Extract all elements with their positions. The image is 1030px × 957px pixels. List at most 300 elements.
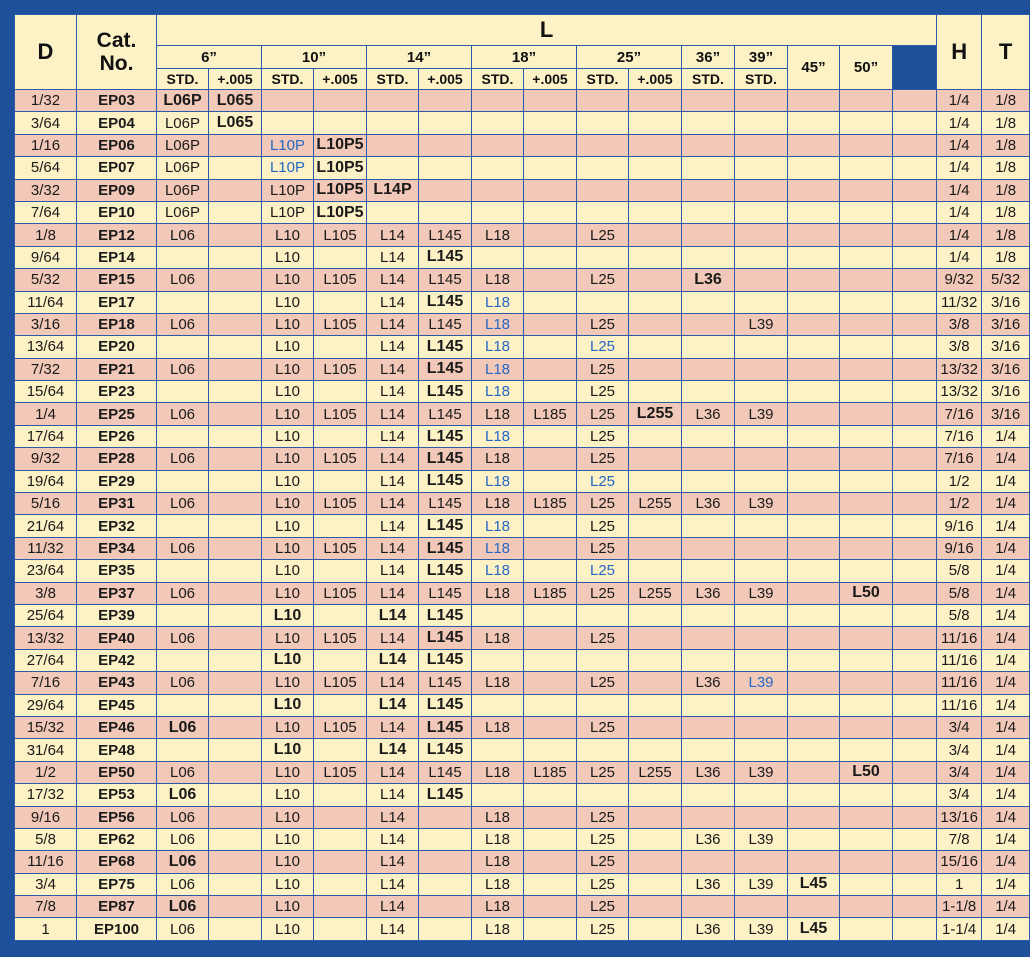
cell-part-number [893, 112, 937, 134]
cell-part-number: L145 [419, 403, 472, 425]
cell-part-number: L14 [367, 448, 419, 470]
cell-part-number: L10 [262, 515, 314, 537]
header-d: D [15, 15, 77, 90]
cell-part-number: L10P5 [314, 134, 367, 156]
cell-part-number [682, 694, 735, 716]
cell-part-number [629, 313, 682, 335]
cell-part-number [629, 425, 682, 447]
cell-part-number [209, 224, 262, 246]
cell-part-number: L14 [367, 649, 419, 671]
table-row [15, 425, 1030, 447]
cell-part-number: L14P [367, 179, 419, 201]
cell-part-number: L18 [472, 918, 524, 940]
cell-part-number: L06P [157, 201, 209, 223]
cell-cat-no: EP26 [77, 425, 157, 447]
length-10: 10” [262, 46, 367, 69]
cell-t: 1/4 [982, 627, 1030, 649]
cell-d: 7/64 [15, 201, 77, 223]
cell-part-number [209, 739, 262, 761]
cell-part-number [209, 269, 262, 291]
cell-part-number [314, 649, 367, 671]
cell-part-number: L10 [262, 425, 314, 447]
table-row [15, 246, 1030, 268]
cell-part-number: L18 [472, 851, 524, 873]
cell-part-number: L25 [577, 582, 629, 604]
cell-part-number [735, 90, 788, 112]
cell-t: 1/4 [982, 918, 1030, 940]
cell-h: 1/4 [937, 90, 982, 112]
cell-part-number [788, 358, 840, 380]
cell-part-number [629, 806, 682, 828]
cell-part-number [209, 604, 262, 626]
cell-part-number: L25 [577, 336, 629, 358]
cell-part-number [157, 246, 209, 268]
cell-d: 13/32 [15, 627, 77, 649]
cell-part-number: L25 [577, 470, 629, 492]
cell-h: 11/16 [937, 649, 982, 671]
cell-part-number: L10P5 [314, 157, 367, 179]
cell-cat-no: EP32 [77, 515, 157, 537]
cell-part-number [840, 537, 893, 559]
cell-part-number [735, 627, 788, 649]
cell-part-number: L18 [472, 716, 524, 738]
cell-part-number: L25 [577, 493, 629, 515]
cell-part-number: L14 [367, 739, 419, 761]
cell-part-number [788, 694, 840, 716]
cell-cat-no: EP45 [77, 694, 157, 716]
cell-part-number [367, 112, 419, 134]
cell-part-number [577, 246, 629, 268]
cell-part-number [840, 246, 893, 268]
cell-part-number: L18 [472, 269, 524, 291]
cell-part-number: L18 [472, 627, 524, 649]
table-row [15, 112, 1030, 134]
cell-h: 1/2 [937, 493, 982, 515]
cell-d: 21/64 [15, 515, 77, 537]
cell-part-number [524, 851, 577, 873]
cell-t: 1/8 [982, 179, 1030, 201]
cell-part-number [840, 873, 893, 895]
cell-part-number: L105 [314, 358, 367, 380]
cell-part-number [840, 828, 893, 850]
cell-part-number: L10 [262, 560, 314, 582]
cell-part-number [682, 90, 735, 112]
cell-t: 1/8 [982, 134, 1030, 156]
cell-t: 1/4 [982, 604, 1030, 626]
cell-h: 7/16 [937, 448, 982, 470]
table-row [15, 784, 1030, 806]
cell-part-number [788, 604, 840, 626]
cell-part-number [157, 425, 209, 447]
cell-part-number [682, 358, 735, 380]
cell-part-number: L18 [472, 493, 524, 515]
cell-h: 1/4 [937, 157, 982, 179]
cell-part-number [840, 515, 893, 537]
cell-part-number: L105 [314, 761, 367, 783]
cell-part-number [735, 291, 788, 313]
table-row [15, 761, 1030, 783]
cell-part-number [629, 448, 682, 470]
std-label: STD. [472, 69, 524, 90]
cell-part-number [419, 806, 472, 828]
cell-part-number: L06 [157, 269, 209, 291]
cell-part-number [629, 828, 682, 850]
cell-part-number [840, 560, 893, 582]
cell-part-number [788, 381, 840, 403]
cell-part-number: L255 [629, 761, 682, 783]
cell-part-number [629, 291, 682, 313]
cell-part-number: L36 [682, 403, 735, 425]
cell-d: 31/64 [15, 739, 77, 761]
cell-part-number: L145 [419, 291, 472, 313]
cell-part-number [157, 381, 209, 403]
cell-part-number [682, 381, 735, 403]
cell-part-number [157, 560, 209, 582]
cell-cat-no: EP23 [77, 381, 157, 403]
cell-h: 1 [937, 873, 982, 895]
cell-cat-no: EP20 [77, 336, 157, 358]
cell-part-number [682, 515, 735, 537]
cell-part-number [157, 739, 209, 761]
cell-part-number: L14 [367, 582, 419, 604]
cell-part-number [840, 649, 893, 671]
cell-h: 3/4 [937, 784, 982, 806]
cell-part-number [629, 627, 682, 649]
cell-part-number: L18 [472, 313, 524, 335]
header-t: T [982, 15, 1030, 90]
cell-part-number [893, 448, 937, 470]
cell-part-number: L06 [157, 828, 209, 850]
cell-part-number [788, 627, 840, 649]
cell-cat-no: EP62 [77, 828, 157, 850]
cell-part-number: L25 [577, 716, 629, 738]
cell-h: 7/16 [937, 403, 982, 425]
table-row [15, 403, 1030, 425]
cell-part-number [788, 716, 840, 738]
cell-part-number: L14 [367, 336, 419, 358]
cell-part-number [840, 313, 893, 335]
cell-part-number: L10 [262, 694, 314, 716]
cell-part-number: L14 [367, 291, 419, 313]
cell-h: 7/16 [937, 425, 982, 447]
cell-d: 5/16 [15, 493, 77, 515]
cell-part-number: L10P [262, 201, 314, 223]
cell-t: 1/4 [982, 560, 1030, 582]
cell-part-number [735, 425, 788, 447]
cell-part-number [524, 918, 577, 940]
table-row [15, 224, 1030, 246]
cell-part-number: L36 [682, 582, 735, 604]
cell-t: 1/4 [982, 739, 1030, 761]
table-row [15, 627, 1030, 649]
cell-d: 3/4 [15, 873, 77, 895]
cell-part-number: L06 [157, 918, 209, 940]
cell-part-number: L10 [262, 582, 314, 604]
cell-part-number [840, 134, 893, 156]
cell-part-number [840, 694, 893, 716]
table-row [15, 806, 1030, 828]
cell-part-number [840, 112, 893, 134]
cell-part-number: L25 [577, 627, 629, 649]
cell-part-number [629, 896, 682, 918]
cell-part-number [735, 358, 788, 380]
cell-t: 1/4 [982, 515, 1030, 537]
cell-part-number: L25 [577, 851, 629, 873]
cell-part-number [840, 403, 893, 425]
cell-part-number [577, 694, 629, 716]
cell-part-number [840, 224, 893, 246]
cell-part-number [524, 291, 577, 313]
cell-part-number: L25 [577, 358, 629, 380]
cell-h: 9/32 [937, 269, 982, 291]
cell-d: 5/64 [15, 157, 77, 179]
cell-part-number: L14 [367, 537, 419, 559]
cell-d: 3/16 [15, 313, 77, 335]
cell-part-number: L18 [472, 381, 524, 403]
cell-part-number [682, 896, 735, 918]
cell-part-number [524, 828, 577, 850]
table-row [15, 336, 1030, 358]
cell-cat-no: EP48 [77, 739, 157, 761]
cell-part-number [524, 336, 577, 358]
cell-t: 1/4 [982, 649, 1030, 671]
cell-part-number: L06 [157, 851, 209, 873]
cell-d: 11/64 [15, 291, 77, 313]
cell-part-number: L10 [262, 493, 314, 515]
cell-part-number: L14 [367, 224, 419, 246]
cell-part-number: L10 [262, 918, 314, 940]
cell-part-number: L18 [472, 873, 524, 895]
cell-t: 1/4 [982, 784, 1030, 806]
table-row [15, 90, 1030, 112]
cell-part-number [209, 851, 262, 873]
cell-part-number: L36 [682, 918, 735, 940]
cell-part-number [209, 828, 262, 850]
cell-part-number [735, 112, 788, 134]
cell-part-number [893, 336, 937, 358]
cell-t: 1/8 [982, 246, 1030, 268]
cell-part-number [735, 716, 788, 738]
cell-part-number: L18 [472, 470, 524, 492]
cell-part-number [314, 873, 367, 895]
cell-h: 11/32 [937, 291, 982, 313]
cell-part-number: L25 [577, 515, 629, 537]
cell-part-number: L10 [262, 336, 314, 358]
cell-h: 11/16 [937, 694, 982, 716]
cell-part-number [472, 90, 524, 112]
cell-part-number: L14 [367, 358, 419, 380]
cell-part-number: L36 [682, 828, 735, 850]
cell-part-number: L10 [262, 873, 314, 895]
cell-cat-no: EP37 [77, 582, 157, 604]
cell-part-number: L06P [157, 157, 209, 179]
cell-part-number [419, 918, 472, 940]
cell-part-number [209, 694, 262, 716]
cell-part-number [472, 112, 524, 134]
cell-part-number [788, 246, 840, 268]
cell-part-number [524, 201, 577, 223]
cell-part-number: L18 [472, 582, 524, 604]
cell-part-number [314, 560, 367, 582]
cell-cat-no: EP12 [77, 224, 157, 246]
cell-d: 9/32 [15, 448, 77, 470]
cell-h: 5/8 [937, 604, 982, 626]
cell-part-number [682, 336, 735, 358]
cell-part-number: L10P [262, 134, 314, 156]
cell-part-number [840, 448, 893, 470]
cell-part-number: L185 [524, 582, 577, 604]
cell-t: 3/16 [982, 381, 1030, 403]
cell-part-number: L36 [682, 873, 735, 895]
cell-part-number [893, 224, 937, 246]
cell-cat-no: EP75 [77, 873, 157, 895]
cell-part-number: L06 [157, 493, 209, 515]
cell-part-number: L25 [577, 560, 629, 582]
cell-cat-no: EP04 [77, 112, 157, 134]
table-row [15, 560, 1030, 582]
cell-part-number [209, 403, 262, 425]
cell-part-number [735, 604, 788, 626]
length-6: 6” [157, 46, 262, 69]
cell-part-number [577, 291, 629, 313]
plus-label: +.005 [629, 69, 682, 90]
cell-part-number [629, 134, 682, 156]
cell-part-number [209, 806, 262, 828]
cell-part-number: L10 [262, 246, 314, 268]
cell-part-number [419, 201, 472, 223]
cell-part-number: L18 [472, 896, 524, 918]
cell-part-number [314, 425, 367, 447]
cell-part-number [735, 694, 788, 716]
cell-part-number [629, 470, 682, 492]
cell-cat-no: EP29 [77, 470, 157, 492]
cell-part-number [629, 269, 682, 291]
cell-part-number [629, 873, 682, 895]
cell-part-number [840, 425, 893, 447]
cell-part-number [472, 604, 524, 626]
cell-part-number [735, 269, 788, 291]
cell-part-number [577, 604, 629, 626]
cell-part-number [788, 448, 840, 470]
cell-part-number: L25 [577, 403, 629, 425]
cell-part-number [209, 716, 262, 738]
cell-part-number: L06 [157, 582, 209, 604]
header-cat-no [77, 15, 157, 90]
cell-part-number [524, 246, 577, 268]
cell-part-number: L39 [735, 403, 788, 425]
cell-part-number [209, 336, 262, 358]
cell-part-number [840, 336, 893, 358]
cell-part-number [314, 694, 367, 716]
cell-t: 1/4 [982, 806, 1030, 828]
cell-part-number [893, 157, 937, 179]
cell-part-number [840, 896, 893, 918]
cell-part-number [419, 851, 472, 873]
cell-part-number: L25 [577, 269, 629, 291]
cell-t: 1/8 [982, 201, 1030, 223]
cell-part-number [314, 896, 367, 918]
std-label: STD. [262, 69, 314, 90]
cell-h: 13/32 [937, 358, 982, 380]
cell-part-number [157, 604, 209, 626]
cell-d: 19/64 [15, 470, 77, 492]
cell-part-number [524, 90, 577, 112]
cell-part-number [788, 851, 840, 873]
table-row [15, 672, 1030, 694]
cell-part-number [840, 291, 893, 313]
cell-t: 3/16 [982, 336, 1030, 358]
cell-part-number: L14 [367, 672, 419, 694]
cell-part-number [524, 627, 577, 649]
cell-part-number [840, 739, 893, 761]
cell-part-number: L14 [367, 313, 419, 335]
cell-part-number [419, 896, 472, 918]
cell-part-number: L10P5 [314, 201, 367, 223]
cell-part-number [209, 896, 262, 918]
cell-part-number: L25 [577, 806, 629, 828]
cell-h: 11/16 [937, 627, 982, 649]
header-cat-line1: Cat. [96, 29, 137, 52]
cell-part-number [682, 201, 735, 223]
cell-part-number: L14 [367, 851, 419, 873]
cell-part-number [524, 224, 577, 246]
cell-part-number [893, 291, 937, 313]
cell-part-number: L145 [419, 716, 472, 738]
table-row [15, 134, 1030, 156]
cell-part-number: L25 [577, 828, 629, 850]
cell-part-number [314, 470, 367, 492]
cell-part-number [209, 537, 262, 559]
cell-part-number [788, 493, 840, 515]
cell-part-number [524, 896, 577, 918]
cell-part-number: L18 [472, 515, 524, 537]
cell-t: 1/4 [982, 828, 1030, 850]
cell-part-number [840, 269, 893, 291]
cell-part-number [735, 851, 788, 873]
cell-part-number: L10 [262, 761, 314, 783]
cell-part-number [524, 784, 577, 806]
cell-d: 9/64 [15, 246, 77, 268]
cell-part-number: L255 [629, 582, 682, 604]
cell-part-number [209, 627, 262, 649]
cell-part-number [419, 873, 472, 895]
cell-part-number: L36 [682, 493, 735, 515]
cell-part-number: L145 [419, 784, 472, 806]
cell-part-number [682, 425, 735, 447]
cell-part-number [735, 649, 788, 671]
cell-part-number [788, 896, 840, 918]
cell-part-number: L10 [262, 604, 314, 626]
cell-part-number [893, 493, 937, 515]
plus-label: +.005 [524, 69, 577, 90]
cell-part-number [682, 313, 735, 335]
cell-part-number [472, 649, 524, 671]
cell-d: 29/64 [15, 694, 77, 716]
cell-part-number: L06 [157, 672, 209, 694]
cell-part-number: L50 [840, 761, 893, 783]
cell-part-number: L25 [577, 761, 629, 783]
cell-part-number [314, 515, 367, 537]
cell-part-number: L06 [157, 403, 209, 425]
cell-part-number [788, 157, 840, 179]
cell-part-number [788, 291, 840, 313]
cell-part-number: L10 [262, 381, 314, 403]
cell-part-number: L14 [367, 806, 419, 828]
cell-part-number [314, 806, 367, 828]
table-row [15, 291, 1030, 313]
cell-part-number [893, 627, 937, 649]
cell-part-number [314, 112, 367, 134]
